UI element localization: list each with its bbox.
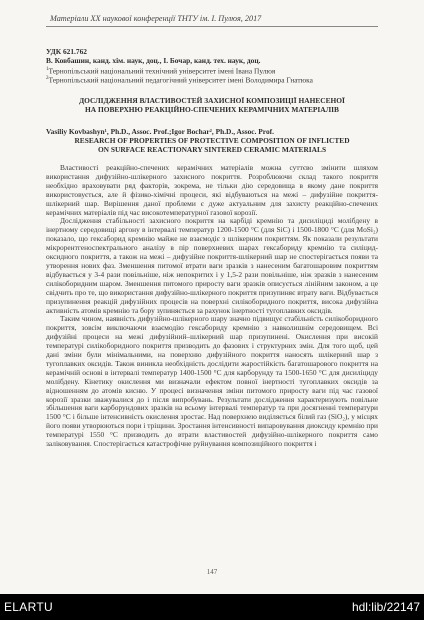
header-divider [46, 26, 378, 27]
affiliation-1-text: Тернопільський національний технічний університет імені Івана Пулюя [48, 66, 276, 76]
paragraph-2: Дослідження стабільності захисного покриття на карбіді кремнію та дисиліциді молібдену в інертному середовищі аргону в інтервалі температур 1200-1500 °С (для SiC) і 1500-1800 °С (для MoSi₂) показало, що гексаборид кремнію майже не взаємодіє з шлікерним покриттям. Як показали результати мікрорентгеноспектрального аналізу в пiр поверхневих шарах гексабориду кремнію та силіцид-оксидного покриття, а також на межі – дифузійне покриття-шлікерний шар не спостерігається появи та утворення нових фаз. Зменшення питомої втрати ваги зразків з нанесеним багатошаровим покриттям відбувається у 3-4 рази повільніше, ніж непокритих і у 1,5-2 рази повільніше, ніж зразків з нанесеним силікоборидним шаром. Зменшення питомого приросту ваги зразків описується лінійним законом, а це свідчить про те, що використання дифузійно-шлікерного покриття призупиняє втрату ваги. Відбувається призупинення реакцій дифузійних процесів на поверхні силікоборидного покриття, висока дифузійна активність атомів кремнію та бору зупиняється за рахунок інертності тугоплавких оксидів. [46, 216, 378, 315]
paragraph-3: Таким чином, наявність дифузійно-шлікерного шару значно підвищує стабільність силікоборидного покриття, зовсім виключаючи взаємодію гексабориду кремнію з навколишнім середовищем. Всі дифузійні процеси на межі дифузійний–шлікерний шар призупинені. Окислення при високій температурі силікоборидного покриття призводить до фазових і структурних змін. Для того щоб, цей дані зміни були мінімальними, на поверхню дифузійного покриття наносять шлікерний шар з тугоплавких оксидів. Також виникла необхідність дослідити жаростійкість багатошарового покриття на керамічній основі в інтервалі температур 1400-1500 °С для карборунду та 1500-1650 °С для дисиліциду молібдену. Кінетику окислення ми визначали ефектом повної інертності тугоплавких оксидів за відношенням до атомів кисню. У процесі визначення зміни питомого приросту ваги під час газової корозії зразки зважувалися до і після випробувань. Результати дослідження характеризують повільне збільшення ваги карборундових зразків на всьому інтервалі температур та при досягненні температури 1500 °С і більше інтенсивність окислення зростає. Над поверхнею виділяється білий газ (SiO₂), у місцях його появи утворюються пори і тріщини. Зростання інтенсивності випаровування диоксиду кремнію при температурі 1550 °С призводить до втрати властивостей дифузійно-шлікерного покриття само заліковування. Спостерігається катастрофічне руйнування композиційного покриття і [46, 314, 378, 449]
title-en-line-2: ON SURFACE REACTIONARY SINTERED CERAMIC MATERIALS [97, 145, 327, 154]
affiliation-2-text: Тернопільський національний педагогічний університет імені Володимира Гнатюка [48, 75, 313, 85]
title-ua-line-2: НА ПОВЕРХНЮ РЕАКЦІЙНО-СПЕЧЕНИХ КЕРАМІЧНИХ МАТЕРІАЛІВ [85, 105, 339, 114]
title-en-line-1: RESEARCH OF PROPERTIES OF PROTECTIVE COMPOSITION OF INFLICTED [74, 136, 350, 145]
affiliation-2: $^2$Тернопільський національний педагогічний університет імені Володимира Гнатюка [46, 75, 313, 85]
authors-ua: В. Ковбашин, канд. хім. наук, доц., І. Бочар, канд. тех. наук, доц. [46, 56, 261, 65]
footer-bar [0, 594, 424, 620]
authors-en: Vasiliy Kovbashyn¹, Ph.D., Assoc. Prof.;Igor Bochar², Ph.D., Assoc. Prof. [46, 127, 274, 136]
body-text [46, 164, 378, 449]
paragraph-1: Властивості реакційно-спечених керамічних матеріалів можна суттєво змінити шляхом використання дифузійно-шлікерного захисного покриття. Розроблюючи склад такого покриття необхідно враховувати ряд факторів, зокрема, не тільки дію середовища в якому дане покриття використовується, але й фізико-хімічні процеси, які відбуваються на межі – дифузійне покриття-шлікерний шар. Вирішення даної проблеми є дуже актуальним для захисту реакційно-спечених керамічних матеріалів під час високотемпературної газової корозії. [46, 163, 378, 217]
page-number: 147 [206, 568, 218, 576]
udk-code: УДК 621.762 [46, 47, 87, 56]
running-header: Матеріали XX наукової конференції ТНТУ ім. І. Пулюя, 2017 [50, 14, 262, 23]
handle-identifier[interactable]: hdl:lib/22147 [351, 600, 420, 614]
repository-label[interactable]: ELARTU [4, 600, 53, 614]
title-ua-line-1: ДОСЛІДЖЕННЯ ВЛАСТИВОСТЕЙ ЗАХИСНОЇ КОМПОЗИЦІЇ НАНЕСЕНОЇ [79, 96, 345, 105]
affiliation-1: $^1$Тернопільський національний технічний університет імені Івана Пулюя [46, 66, 276, 76]
